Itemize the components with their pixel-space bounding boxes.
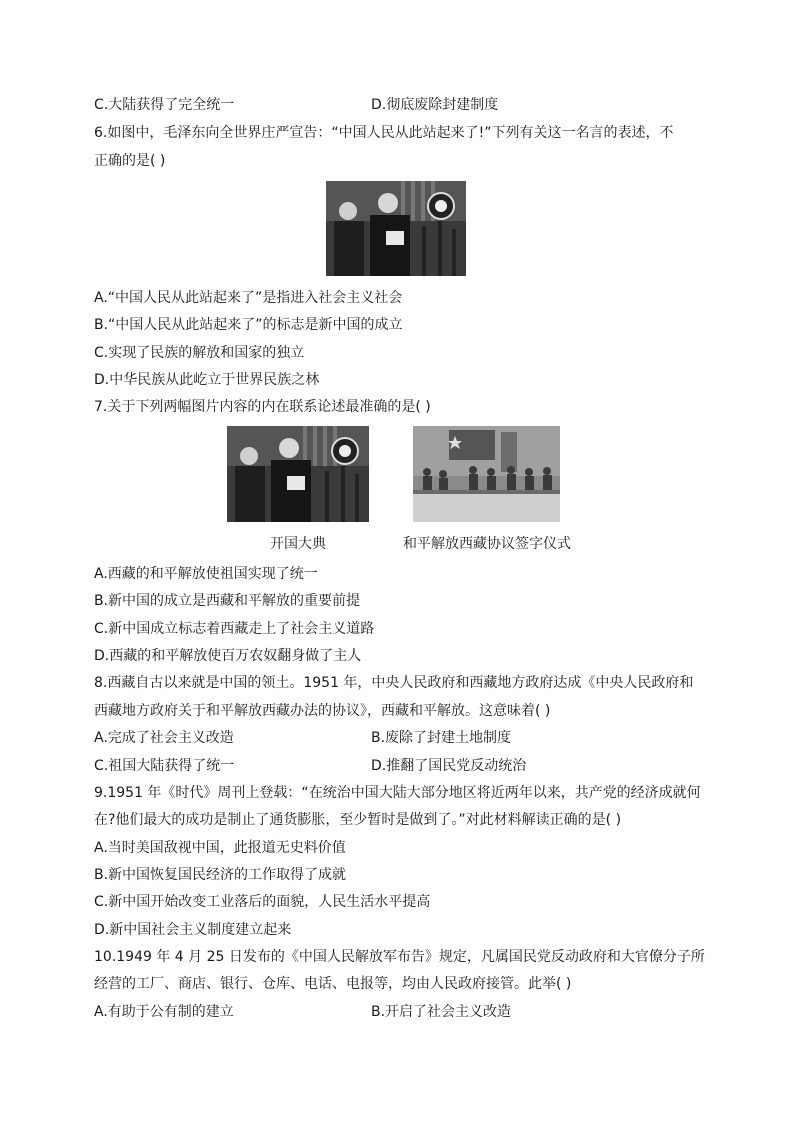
q9-stem-line1: 9.1951 年《时代》周刊上登载：“在统治中国大陆大部分地区将近两年以来，共产党的经济成就何 (94, 785, 701, 801)
photo-caption-founding-ceremony: 开国大典 (270, 536, 326, 552)
founding-ceremony-photo (326, 181, 466, 276)
tibet-agreement-signing-photo (413, 426, 560, 522)
q6-option-c: C.实现了民族的解放和国家的独立 (94, 345, 305, 361)
q5-option-d: D.彻底废除封建制度 (371, 97, 499, 113)
q9-stem-line2: 在?他们最大的成功是制止了通货膨胀，至少暂时是做到了。”对此材料解读正确的是( ) (94, 812, 622, 828)
q10-option-b: B.开启了社会主义改造 (371, 1004, 512, 1020)
q7-option-d: D.西藏的和平解放使百万农奴翻身做了主人 (94, 648, 362, 664)
q7-option-b: B.新中国的成立是西藏和平解放的重要前提 (94, 593, 361, 609)
founding-ceremony-photo-2 (227, 426, 369, 522)
q6-option-b: B.“中国人民从此站起来了”的标志是新中国的成立 (94, 317, 403, 333)
q6-option-d: D.中华民族从此屹立于世界民族之林 (94, 372, 320, 388)
q7-option-c: C.新中国成立标志着西藏走上了社会主义道路 (94, 621, 375, 637)
q10-stem-line2: 经营的工厂、商店、银行、仓库、电话、电报等，均由人民政府接管。此举( ) (94, 976, 572, 992)
q9-option-a: A.当时美国敌视中国，此报道无史料价值 (94, 840, 346, 856)
q8-option-d: D.推翻了国民党反动统治 (371, 758, 527, 774)
q9-option-b: B.新中国恢复国民经济的工作取得了成就 (94, 867, 347, 883)
q9-option-d: D.新中国社会主义制度建立起来 (94, 922, 292, 938)
q7-stem: 7.关于下列两幅图片内容的内在联系论述最准确的是( ) (94, 399, 431, 415)
q8-option-b: B.废除了封建土地制度 (371, 730, 512, 746)
q10-option-a: A.有助于公有制的建立 (94, 1004, 234, 1020)
q8-stem-line1: 8.西藏自古以来就是中国的领土。1951 年，中央人民政府和西藏地方政府达成《中央人民政府和 (94, 675, 694, 691)
q6-stem-line2: 正确的是( ) (94, 153, 166, 169)
q6-option-a: A.“中国人民从此站起来了”是指进入社会主义社会 (94, 290, 403, 306)
q10-stem-line1: 10.1949 年 4 月 25 日发布的《中国人民解放军布告》规定，凡属国民党反动政府和大官僚分子所 (94, 949, 705, 965)
q8-option-c: C.祖国大陆获得了统一 (94, 758, 235, 774)
q9-option-c: C.新中国开始改变工业落后的面貌，人民生活水平提高 (94, 894, 431, 910)
photo-caption-tibet-agreement: 和平解放西藏协议签字仪式 (403, 536, 571, 552)
q6-stem-line1: 6.如图中，毛泽东向全世界庄严宣告：“中国人民从此站起来了!”下列有关这一名言的表述，不 (94, 125, 674, 141)
q8-stem-line2: 西藏地方政府关于和平解放西藏办法的协议》，西藏和平解放。这意味着( ) (94, 703, 551, 719)
q5-option-c: C.大陆获得了完全统一 (94, 97, 235, 113)
q8-option-a: A.完成了社会主义改造 (94, 730, 234, 746)
q7-option-a: A.西藏的和平解放使祖国实现了统一 (94, 566, 318, 582)
